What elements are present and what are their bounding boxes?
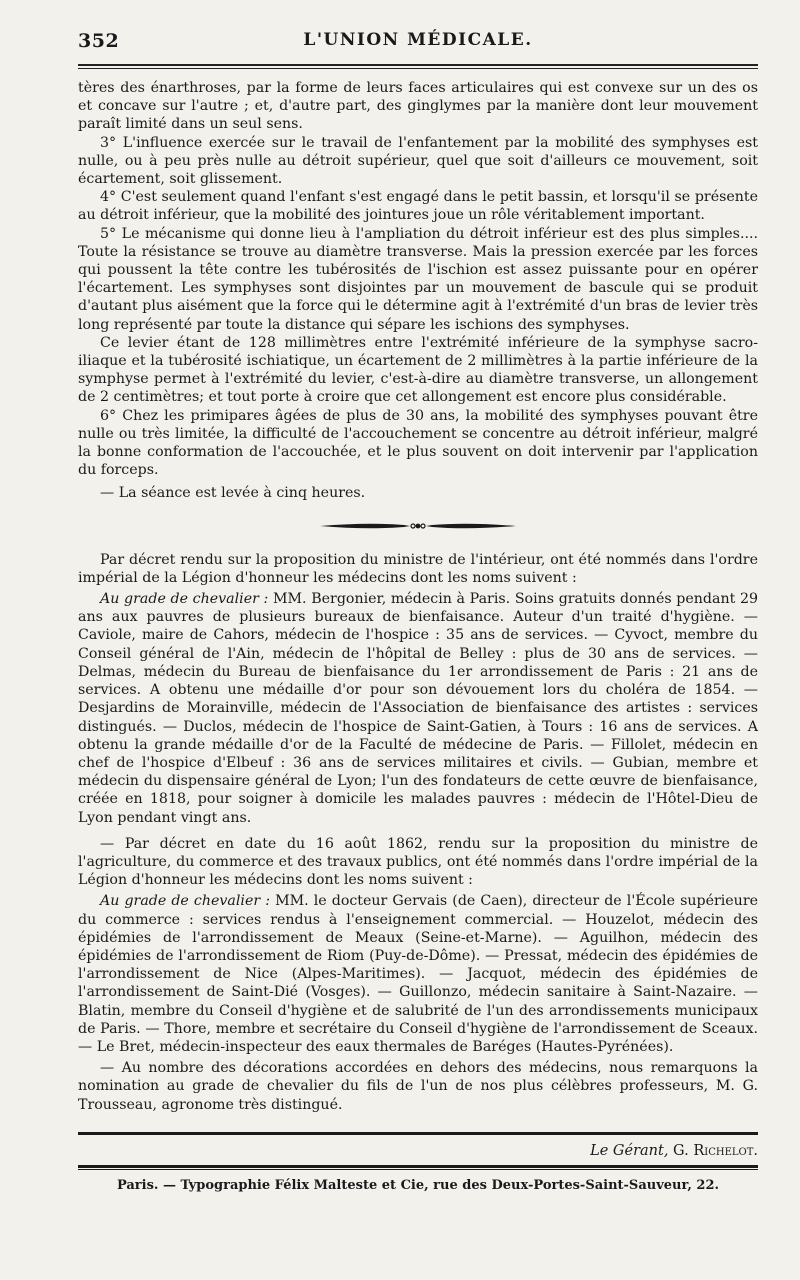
running-title: L'UNION MÉDICALE. — [303, 30, 533, 50]
signature-name: G. Richelot. — [673, 1142, 758, 1159]
decree-intro: — Par décret en date du 16 août 1862, rendu sur la proposition du ministre de l'agriculture, du commerce et des travaux publics, ont été nommés dans l'ordre impérial de la Légion d'honneur les médecins dont les noms suivent : — [78, 835, 758, 889]
paragraph: tères des énarthroses, par la forme de leurs faces articulaires qui est convexe sur un des os et concave sur l'autre ; et, d'autre part, des ginglymes par la manière dont leur mouvement paraît limité dans un seul sens. — [78, 80, 758, 133]
decree-list — [78, 590, 758, 827]
ornament-divider-icon — [318, 519, 518, 533]
header-rule — [78, 64, 758, 69]
decree-intro: Par décret rendu sur la proposition du ministre de l'intérieur, ont été nommés dans l'ordre impérial de la Légion d'honneur les médecins dont les noms suivent : — [78, 551, 758, 586]
footer-rule-top — [78, 1132, 758, 1135]
decree-list — [78, 892, 758, 1056]
decree-names: MM. le docteur Gervais (de Caen), directeur de l'École supérieure du commerce : services rendus à l'enseignement commercial. — Houzelot, médecin des épidémies de l'arrondissement de Meaux (Seine-et-Marne). — Aguilhon, médecin des épidémies de l'arrondissement de Riom (Puy-de-Dôme). — Pressat, médecin des épidémies de l'arrondissement de Nice (Alpes-Maritimes). — Jacquot, médecin des épidémies de l'arrondissement de Saint-Dié (Vosges). — Guillonzo, médecin sanitaire à Saint-Nazaire. — Blatin, membre du Conseil d'hygiène et de salubrité de l'un des arrondissements municipaux de Paris. — Thore, membre et secrétaire du Conseil d'hygiène de l'arrondissement de Sceaux. — Le Bret, médecin-inspecteur des eaux thermales de Baréges (Hautes-Pyrénées). — [78, 893, 759, 1055]
page-header — [78, 30, 758, 58]
article-body — [78, 79, 758, 503]
footer-rule-bottom — [78, 1165, 758, 1170]
session-closing: — La séance est levée à cinq heures. — [100, 485, 366, 502]
section-ornament — [78, 519, 758, 533]
paragraph: Ce levier étant de 128 millimètres entre l'extrémité inférieure de la symphyse sacro-iliaque et la tubérosité ischiatique, un écartement de 2 millimètres à la partie inférieure de la symphyse permet à l'extrémité du levier, c'est-à-dire au diamètre transverse, un allongement de 2 centimètres; et tout porte à croire que cet allongement est encore plus considérable. — [78, 334, 758, 406]
decree-grade: Au grade de chevalier : — [100, 893, 270, 910]
page-number: 352 — [78, 30, 120, 52]
paragraph: 6° Chez les primipares âgées de plus de 30 ans, la mobilité des symphyses pouvant être nulle ou très limitée, la difficulté de l'accouchement se concentre au détroit inférieur, malgré la bonne conformation de l'accouchée, et le plus souvent on doit intervenir par l'application du forceps. — [78, 407, 758, 479]
paragraph: 3° L'influence exercée sur le travail de l'enfantement par la mobilité des symphyses est nulle, ou à peu près nulle au détroit supérieur, quel que soit d'ailleurs ce mouvement, soit écartement, soit glissement. — [78, 134, 758, 188]
decrees-section — [78, 551, 758, 1114]
paragraph: 4° C'est seulement quand l'enfant s'est engagé dans le petit bassin, et lorsqu'il se présente au détroit inférieur, que la mobilité des jointures joue un rôle véritablement important. — [78, 189, 758, 224]
signature-label: Le Gérant, — [590, 1142, 669, 1159]
printer-imprint: Paris. — Typographie Félix Malteste et Cie, rue des Deux-Portes-Saint-Sauveur, 22. — [116, 1177, 720, 1193]
closing-paragraph: — Au nombre des décorations accordées en dehors des médecins, nous remarquons la nomination au grade de chevalier du fils de l'un de nos plus célèbres professeurs, M. G. Trousseau, agronome très distingué. — [78, 1060, 758, 1113]
decree-grade: Au grade de chevalier : — [100, 591, 269, 608]
paragraph: 5° Le mécanisme qui donne lieu à l'ampliation du détroit inférieur est des plus simples.... Toute la résistance se trouve au diamètre transverse. Mais la pression exercée par les forces qui poussent la tête contre les tubérosités de l'ischion est assez puissante pour en opérer l'écartement. Les symphyses sont disjointes par un mouvement de bascule qui se produit d'autant plus aisément que la force qui le détermine agit à l'extrémité d'un bras de levier très long représenté par toute la distance qui sépare les ischions des symphyses. — [78, 225, 758, 333]
decree-names: MM. Bergonier, médecin à Paris. Soins gratuits donnés pendant 29 ans aux pauvres de plusieurs bureaux de bienfaisance. Auteur d'un traité d'hygiène. — Caviole, maire de Cahors, médecin de l'hospice : 35 ans de services. — Cyvoct, membre du Conseil général de l'Ain, médecin de l'hôpital de Belley : plus de 30 ans de services. — Delmas, médecin du Bureau de bienfaisance du 1er arrondissement de Paris : 21 ans de services. A obtenu une médaille d'or pour son dévouement lors du choléra de 1854. — Desjardins de Morainville, médecin de l'Association de bienfaisance des artistes : services distingués. — Duclos, médecin de l'hospice de Saint-Gatien, à Tours : 16 ans de services. A obtenu la grande médaille d'or de la Faculté de médecine de Paris. — Fillolet, médecin en chef de l'hospice d'Elbeuf : 36 ans de services militaires et civils. — Gubian, membre et médecin du dispensaire général de Lyon; l'un des fondateurs de cette œuvre de bienfaisance, créée en 1818, pour soigner à domicile les malades pauvres : médecin de l'Hôtel-Dieu de Lyon pendant vingt ans. — [78, 591, 759, 826]
signature — [78, 1143, 758, 1159]
